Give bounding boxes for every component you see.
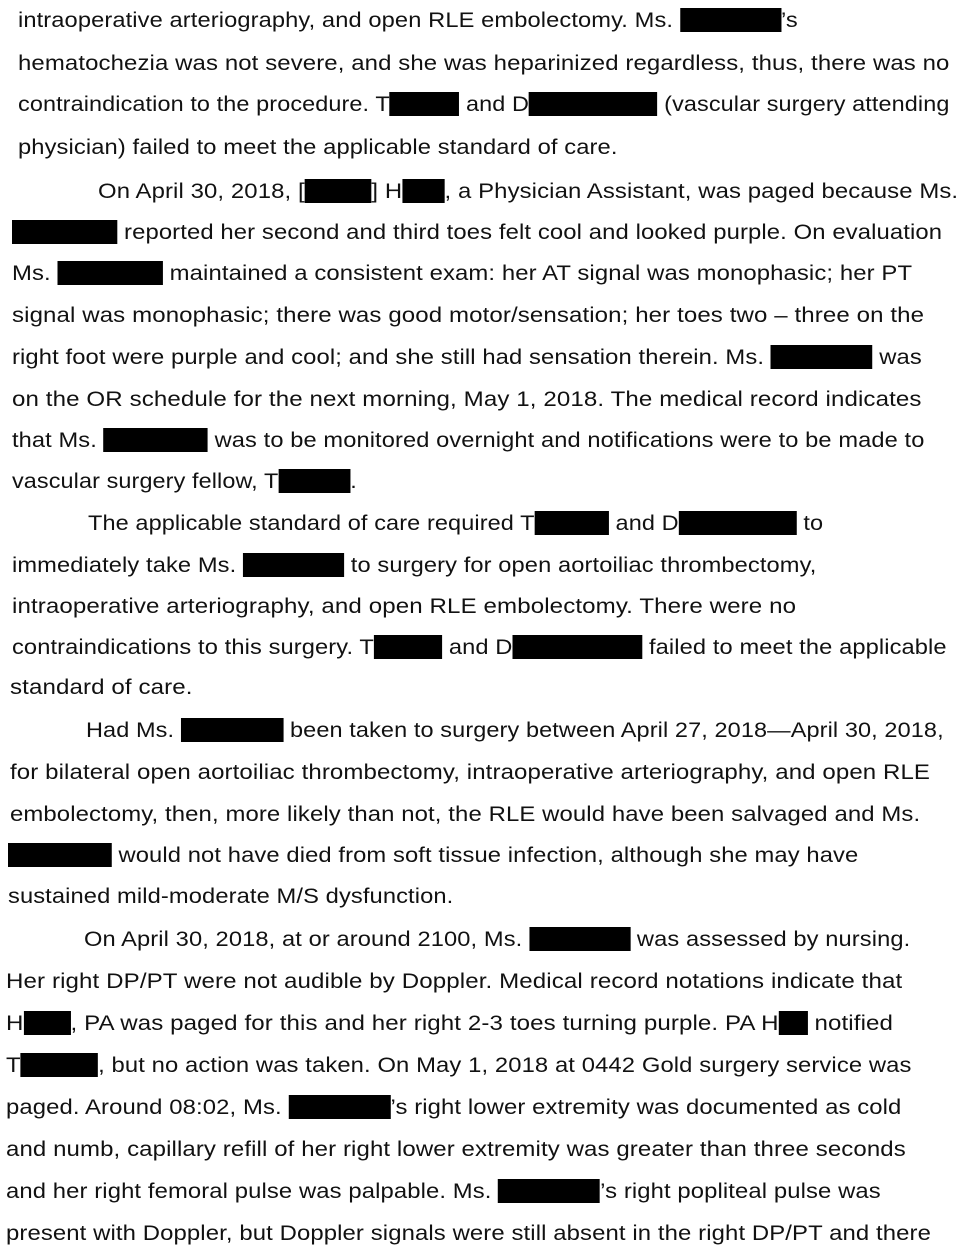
redaction-box xyxy=(779,1011,808,1035)
text-segment: was assessed by nursing. xyxy=(630,927,911,951)
redaction-box xyxy=(513,635,643,659)
text-line xyxy=(12,467,357,495)
text-segment: signal was monophasic; there was good motor/sensation; her toes two – three on the xyxy=(12,303,925,327)
text-segment: sustained mild-moderate M/S dysfunction. xyxy=(8,884,454,908)
text-segment: failed to meet the applicable xyxy=(642,635,947,659)
text-line xyxy=(88,509,823,537)
text-segment: hematochezia was not severe, and she was heparinized regardless, thus, there was no xyxy=(18,51,950,75)
redaction-box xyxy=(498,1179,600,1203)
redaction-box xyxy=(771,345,873,369)
text-line xyxy=(8,841,858,869)
redaction-box xyxy=(402,179,444,203)
text-line xyxy=(86,716,944,744)
redaction-box xyxy=(278,469,350,493)
text-segment: for bilateral open aortoiliac thrombectomy, intraoperative arteriography, and open RLE xyxy=(10,760,931,784)
text-line xyxy=(18,133,618,161)
text-segment: On April 30, 2018, [ xyxy=(98,179,305,203)
text-line xyxy=(6,1219,931,1247)
text-segment: ] H xyxy=(371,179,403,203)
text-segment: Ms. xyxy=(12,261,58,285)
redaction-box xyxy=(8,843,112,867)
redaction-box xyxy=(181,718,284,742)
text-segment: ’s right lower extremity was documented as cold xyxy=(390,1095,902,1119)
text-segment: , but no action was taken. On May 1, 2018 at 0442 Gold surgery service was xyxy=(98,1053,912,1077)
text-segment: and her right femoral pulse was palpable. Ms. xyxy=(6,1179,499,1203)
redaction-box xyxy=(374,635,442,659)
text-line xyxy=(98,177,958,205)
text-segment: , a Physician Assistant, was paged because Ms. xyxy=(444,179,959,203)
redaction-box xyxy=(21,1053,98,1077)
text-segment: ’s right popliteal pulse was xyxy=(600,1179,881,1203)
text-line xyxy=(12,343,922,371)
text-segment: paged. Around 08:02, Ms. xyxy=(6,1095,289,1119)
text-line xyxy=(12,218,942,246)
text-line xyxy=(6,1093,901,1121)
redaction-box xyxy=(305,179,372,203)
text-line xyxy=(18,49,949,77)
text-segment: ’s xyxy=(780,8,798,32)
text-line xyxy=(6,1051,912,1079)
text-segment: notified xyxy=(807,1011,894,1035)
text-line xyxy=(6,1177,881,1205)
text-segment: Her right DP/PT were not audible by Doppler. Medical record notations indicate that xyxy=(6,969,903,993)
text-line xyxy=(12,551,816,579)
text-segment: physician) failed to meet the applicable standard of care. xyxy=(18,135,618,159)
text-segment: been taken to surgery between April 27, 2018—April 30, 2018, xyxy=(283,718,944,742)
text-line xyxy=(6,1135,906,1163)
redaction-box xyxy=(535,511,609,535)
text-segment: present with Doppler, but Doppler signals were still absent in the right DP/PT and there xyxy=(6,1221,931,1245)
redaction-box xyxy=(243,553,344,577)
redaction-box xyxy=(529,92,657,116)
redaction-box xyxy=(390,92,460,116)
redaction-box xyxy=(680,8,781,32)
text-line xyxy=(10,673,193,701)
text-segment: and numb, capillary refill of her right lower extremity was greater than three seconds xyxy=(6,1137,906,1161)
text-line xyxy=(12,592,796,620)
text-line xyxy=(12,301,924,329)
text-segment: would not have died from soft tissue infection, although she may have xyxy=(111,843,859,867)
text-segment: On April 30, 2018, at or around 2100, Ms. xyxy=(84,927,530,951)
text-segment: that Ms. xyxy=(12,428,104,452)
text-line xyxy=(12,385,922,413)
text-segment: . xyxy=(350,469,357,493)
redaction-box xyxy=(58,261,163,285)
text-line xyxy=(84,925,910,953)
redaction-box xyxy=(288,1095,390,1119)
text-segment: contraindication to the procedure. T xyxy=(18,92,390,116)
text-segment: on the OR schedule for the next morning, May 1, 2018. The medical record indicates xyxy=(12,387,922,411)
text-segment: embolectomy, then, more likely than not, the RLE would have been salvaged and Ms. xyxy=(10,802,921,826)
text-segment: (vascular surgery attending xyxy=(657,92,950,116)
text-line xyxy=(18,90,949,118)
text-line xyxy=(6,1009,893,1037)
text-segment: to surgery for open aortoiliac thrombectomy, xyxy=(344,553,817,577)
text-segment: Had Ms. xyxy=(86,718,181,742)
text-segment: vascular surgery fellow, T xyxy=(12,469,279,493)
text-segment: reported her second and third toes felt cool and looked purple. On evaluation xyxy=(117,220,943,244)
text-segment: intraoperative arteriography, and open RLE embolectomy. There were no xyxy=(12,594,797,618)
text-line xyxy=(6,967,902,995)
redaction-box xyxy=(529,927,630,951)
text-line xyxy=(18,6,798,34)
text-segment: and D xyxy=(442,635,513,659)
text-segment: T xyxy=(6,1053,21,1077)
text-line xyxy=(12,426,924,454)
redaction-box xyxy=(12,220,117,244)
text-segment: to xyxy=(796,511,824,535)
text-segment: and D xyxy=(608,511,679,535)
text-line xyxy=(8,882,453,910)
text-line xyxy=(10,800,920,828)
text-segment: contraindications to this surgery. T xyxy=(12,635,374,659)
text-segment: The applicable standard of care required T xyxy=(88,511,535,535)
redaction-box xyxy=(104,428,208,452)
text-line xyxy=(10,758,930,786)
text-segment: was to be monitored overnight and notifications were to be made to xyxy=(207,428,925,452)
text-segment: , PA was paged for this and her right 2-3 toes turning purple. PA H xyxy=(70,1011,779,1035)
text-segment: immediately take Ms. xyxy=(12,553,243,577)
text-segment: was xyxy=(872,345,922,369)
text-line xyxy=(12,259,912,287)
redaction-box xyxy=(24,1011,71,1035)
redaction-box xyxy=(679,511,797,535)
text-segment: right foot were purple and cool; and she still had sensation therein. Ms. xyxy=(12,345,771,369)
text-line xyxy=(12,633,947,661)
text-segment: and D xyxy=(459,92,530,116)
text-segment: standard of care. xyxy=(10,675,193,699)
text-segment: maintained a consistent exam: her AT signal was monophasic; her PT xyxy=(162,261,913,285)
text-segment: intraoperative arteriography, and open RLE embolectomy. Ms. xyxy=(18,8,680,32)
text-segment: H xyxy=(6,1011,24,1035)
